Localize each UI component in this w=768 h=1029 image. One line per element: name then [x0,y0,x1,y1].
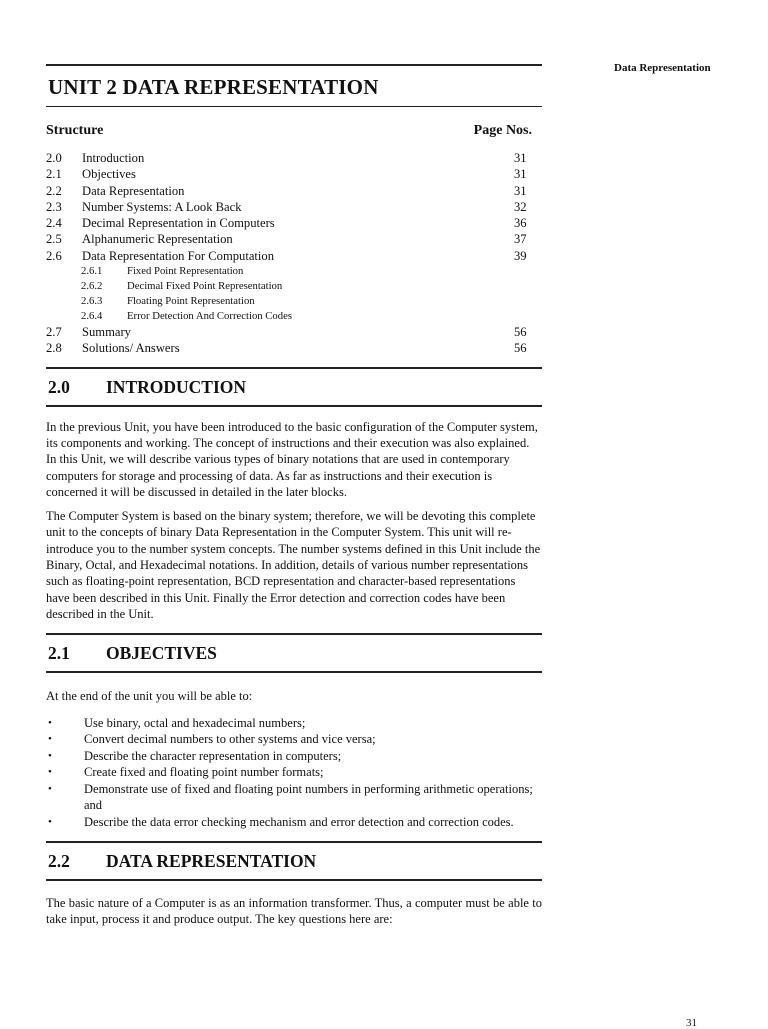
data-rep-paragraph: The basic nature of a Computer is as an information transformer. Thus, a computer must be able to take input, process it and produce output. The key questions here are: [46,896,542,927]
bullet-text: Use binary, octal and hexadecimal numbers; [84,715,306,730]
bullet-icon: • [48,766,52,779]
toc-page: 37 [514,232,527,247]
toc-number: 2.3 [46,199,62,214]
toc-subitem [46,279,542,294]
section-rule-bottom [46,879,542,881]
section-data-representation [46,841,542,928]
section-heading [46,635,542,671]
toc-title: Objectives [82,167,136,182]
section-objectives [46,633,542,830]
toc-item [46,231,542,247]
toc-number: 2.0 [46,151,62,165]
running-header: Data Representation [614,62,711,74]
bullet-text: Demonstrate use of fixed and floating point numbers in performing arithmetic operations; and [84,781,533,813]
toc-title: Error Detection And Correction Codes [127,310,293,323]
bullet-text: Convert decimal numbers to other systems and vice versa; [84,732,376,747]
page-number: 31 [686,1017,697,1029]
toc-number: 2.8 [46,341,62,356]
section-number: 2.1 [48,643,70,664]
objectives-list [46,715,542,831]
toc-page: 32 [514,199,527,214]
section-title: OBJECTIVES [106,643,217,664]
section-rule-bottom [46,671,542,673]
page-content [46,64,542,928]
toc-number: 2.6.4 [81,310,103,323]
toc-subitem [46,294,542,309]
section-number: 2.0 [48,376,70,397]
toc-subitem [46,309,542,324]
toc-page: 31 [514,183,527,198]
toc-item [46,248,542,264]
bullet-text: Describe the character representation in computers; [84,748,342,763]
bullet-icon: • [48,733,52,746]
toc-title: Summary [82,325,131,340]
toc-item [46,183,542,199]
toc-title: Solutions/ Answers [82,341,180,356]
toc-title: Alphanumeric Representation [82,232,233,247]
toc-page: 39 [514,248,527,263]
toc-number: 2.5 [46,232,62,247]
bullet-icon: • [48,815,52,828]
intro-paragraph-2: The Computer System is based on the binary system; therefore, we will be devoting this complete unit to the concepts of binary Data Representation in the Computer System. This unit will re-introduce you to the number system concepts. The number systems defined in this Unit include the Binary, Octal, and Hexadecimal notations. In addition, details of various number representations such as floating-point representation, BCD representation and character-based representations have been described in this Unit. Finally the Error detection and correction codes have been described in the Unit. [46,509,541,621]
section-heading [46,843,542,879]
toc-page: 36 [514,216,527,231]
section-introduction [46,367,542,623]
page-nos-label: Page Nos. [473,123,532,138]
structure-label: Structure [46,123,104,138]
title-rule [46,106,542,107]
section-title: INTRODUCTION [106,376,247,397]
list-item [46,731,542,748]
bullet-text: Create fixed and floating point number formats; [84,765,324,780]
toc-number: 2.6.1 [81,265,103,278]
toc-number: 2.1 [46,167,62,182]
list-item [46,748,542,765]
intro-paragraph-1: In the previous Unit, you have been introduced to the basic configuration of the Computer system, its components and working. The concept of instructions and their execution was also explained. In this Unit, we will describe various types of binary notations that are used in contemporary computers for storage and processing of data. As far as instructions and their execution is concerned it will be discussed in detailed in the later blocks. [46,419,538,499]
section-heading [46,369,542,405]
toc-item [46,340,542,356]
toc-number: 2.2 [46,183,62,198]
toc-title: Data Representation For Computation [82,248,275,263]
unit-title: UNIT 2 DATA REPRESENTATION [48,75,379,99]
bullet-icon: • [48,716,52,729]
section-number: 2.2 [48,851,70,872]
toc-title: Fixed Point Representation [127,265,244,278]
toc-page: 56 [514,341,527,356]
toc-item [46,166,542,182]
toc-number: 2.6 [46,248,62,263]
toc-number: 2.4 [46,216,62,231]
bullet-icon: • [48,782,52,795]
toc-title: Number Systems: A Look Back [82,199,242,214]
toc-number: 2.6.3 [81,295,103,308]
structure-header [46,123,542,139]
toc-title: Decimal Representation in Computers [82,216,275,231]
list-item [46,781,542,814]
toc-title: Decimal Fixed Point Representation [127,280,283,293]
toc-title: Introduction [82,151,145,165]
toc-number: 2.6.2 [81,280,103,293]
section-title: DATA REPRESENTATION [106,851,317,872]
list-item [46,764,542,781]
toc-page: 56 [514,325,527,340]
toc-item [46,324,542,340]
toc-page: 31 [514,151,527,165]
toc-item [46,150,542,166]
table-of-contents [46,150,542,357]
toc-item [46,199,542,215]
objectives-lead: At the end of the unit you will be able to: [46,689,253,704]
bullet-icon: • [48,749,52,762]
section-rule-bottom [46,405,542,407]
toc-number: 2.7 [46,325,62,340]
toc-item [46,215,542,231]
list-item [46,814,542,831]
bullet-text: Describe the data error checking mechanism and error detection and correction codes. [84,814,514,829]
list-item [46,715,542,732]
toc-subitem [46,264,542,279]
toc-title: Floating Point Representation [127,295,255,308]
toc-title: Data Representation [82,183,185,198]
toc-page: 31 [514,167,527,182]
